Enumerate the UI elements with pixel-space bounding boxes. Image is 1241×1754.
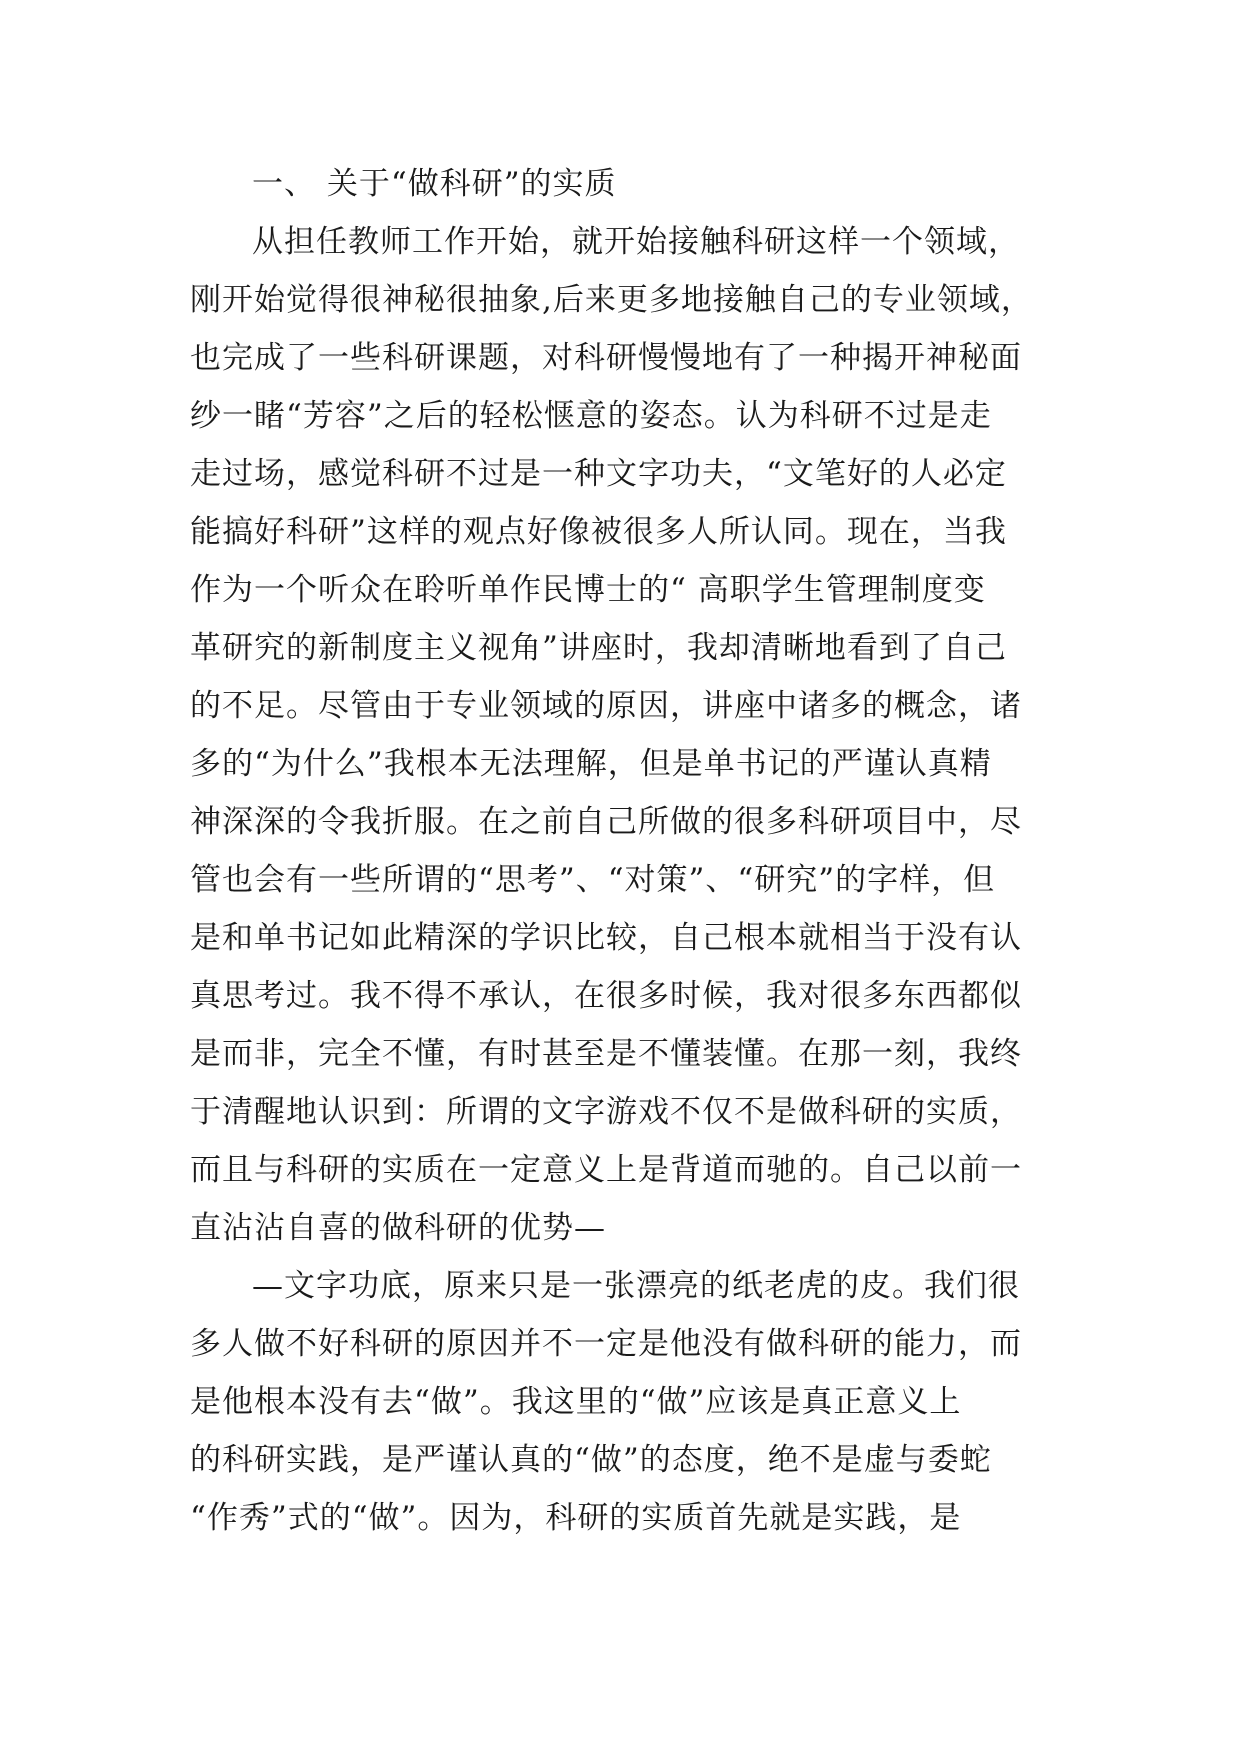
paragraph-line: —文字功底，原来只是一张漂亮的纸老虎的皮。我们很	[252, 1268, 1020, 1304]
paragraph-line: 多的“为什么”我根本无法理解，但是单书记的严谨认真精	[190, 746, 992, 782]
paragraph-line: 纱一睹“芳容”之后的轻松惬意的姿态。认为科研不过是走	[190, 398, 992, 434]
paragraph-line: 神深深的令我折服。在之前自己所做的很多科研项目中，尽	[190, 804, 1022, 840]
paragraph-line: 是他根本没有去“做”。我这里的“做”应该是真正意义上	[190, 1384, 962, 1420]
paragraph-line: 是而非，完全不懂，有时甚至是不懂装懂。在那一刻，我终	[190, 1036, 1022, 1072]
paragraph-line: 刚开始觉得很神秘很抽象,后来更多地接触自己的专业领域，	[190, 282, 1033, 318]
paragraph-line: 从担任教师工作开始，就开始接触科研这样一个领域，	[252, 224, 1020, 260]
paragraph-line: 管也会有一些所谓的“思考”、“对策”、“研究”的字样，但	[190, 862, 996, 898]
paragraph-line: 走过场，感觉科研不过是一种文字功夫，“文笔好的人必定	[190, 456, 1007, 492]
section-heading: 一、 关于“做科研”的实质	[252, 166, 617, 202]
paragraph-line: “作秀”式的“做”。因为，科研的实质首先就是实践，是	[190, 1500, 962, 1536]
paragraph-line: 作为一个听众在聆听单作民博士的“ 高职学生管理制度变	[190, 572, 986, 608]
paragraph-line: 能搞好科研”这样的观点好像被很多人所认同。现在，当我	[190, 514, 1007, 550]
paragraph-line: 于清醒地认识到：所谓的文字游戏不仅不是做科研的实质，	[190, 1094, 1022, 1130]
paragraph-line: 而且与科研的实质在一定意义上是背道而驰的。自己以前一	[190, 1152, 1022, 1188]
paragraph-line: 的科研实践，是严谨认真的“做”的态度，绝不是虚与委蛇	[190, 1442, 992, 1478]
paragraph-line: 多人做不好科研的原因并不一定是他没有做科研的能力，而	[190, 1326, 1022, 1362]
paragraph-line: 的不足。尽管由于专业领域的原因，讲座中诸多的概念，诸	[190, 688, 1022, 724]
document-body	[190, 155, 1080, 1547]
paragraph-line: 也完成了一些科研课题，对科研慢慢地有了一种揭开神秘面	[190, 340, 1022, 376]
paragraph-line: 直沾沾自喜的做科研的优势—	[190, 1210, 606, 1246]
paragraph-line: 真思考过。我不得不承认，在很多时候，我对很多东西都似	[190, 978, 1022, 1014]
paragraph-line: 革研究的新制度主义视角”讲座时，我却清晰地看到了自己	[190, 630, 1007, 666]
paragraph-line: 是和单书记如此精深的学识比较，自己根本就相当于没有认	[190, 920, 1022, 956]
